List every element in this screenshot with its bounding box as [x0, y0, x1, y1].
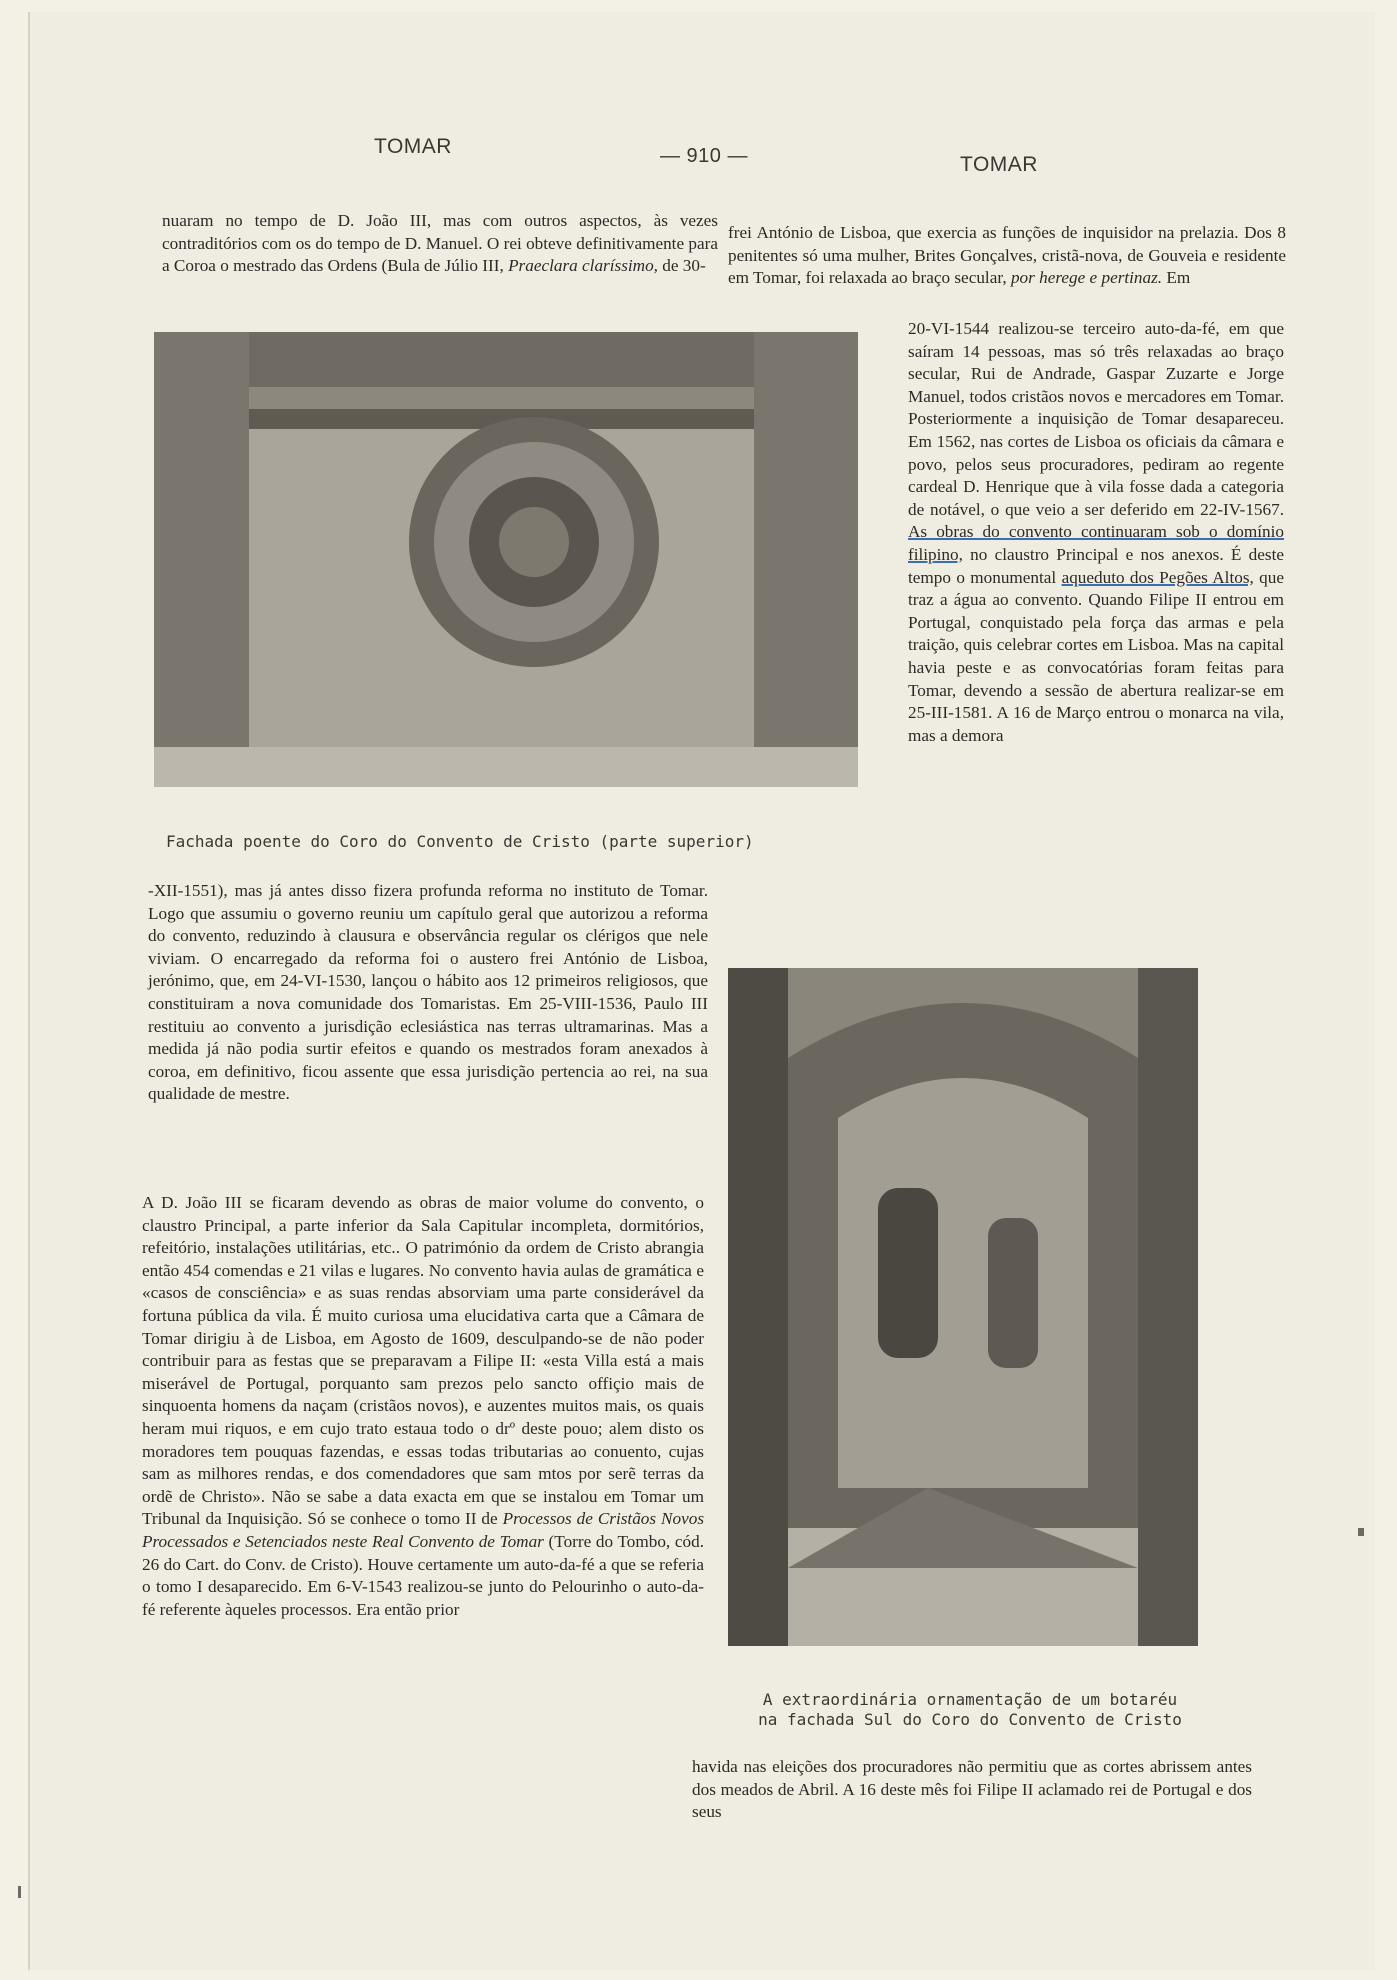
left-top-tail: de 30-	[662, 256, 706, 276]
photo-buttress	[728, 968, 1198, 1646]
right-top-paragraph	[728, 222, 1286, 290]
underlined-convento-filipino: As obras do convento continuaram sob o domínio filipino,	[908, 522, 1284, 564]
bottom-photo-caption-line-1: A extraordinária ornamentação de um botaréu	[762, 1690, 1178, 1709]
top-photo-caption: Fachada poente do Coro do Convento de Cristo (parte superior)	[166, 832, 754, 851]
header-left-title: TOMAR	[374, 135, 452, 158]
page-number: — 910 —	[660, 145, 748, 167]
photo-rose-window	[154, 332, 858, 787]
left-body-tail: (Torre do Tombo, cód. 26 do Cart. do Conv. de Cristo). Houve certamente um auto-da-fé a que se referia o tomo I desaparecido. Em 6-V-1543 realizou-se junto do Pelourinho o auto-da-fé referente àqueles processos. Era então prior	[142, 1531, 704, 1619]
right-top-text: frei António de Lisboa, que exercia as funções de inquisidor na prelazia. Dos 8 penitentes só uma mulher, Brites Gonçalves, cristã-nova, de Gouveia e residente em Tomar, foi relaxada ao braço secular,	[728, 223, 1286, 288]
right-top-tail: Em	[1166, 268, 1191, 288]
right-side-text-2: no claustro Principal e nos anexos. É deste tempo o monumental	[908, 544, 1284, 587]
left-body-text-1: -XII-1551), mas já antes disso fizera profunda reforma no instituto de Tomar. Logo que assumiu o governo reuniu um capítulo geral que autorizou a reforma do convento, reduzindo à clausura e observância regular os clérigos que nele viviam. O encarregado da reforma foi o austero frei António de Lisboa, jerónimo, que, em 24-VI-1530, lançou o hábito aos 12 primeiros religiosos, que constituiram a nova comunidade dos Tomaristas. Em 25-VIII-1536, Paulo III restituiu ao convento a jurisdição eclesiástica nas terras ultramarinas. Mas a medida já não podia surtir efeitos e quando os mestrados foram anexados à coroa, em definitivo, ficou assente que essa jurisdição pertencia ao rei, na sua qualidade de mestre.	[148, 881, 708, 1104]
right-side-paragraph	[908, 318, 1284, 747]
right-side-text-1: 20-VI-1544 realizou-se terceiro auto-da-fé, em que saíram 14 pessoas, mas só três relaxadas ao braço secular, Rui de Andrade, Gaspar Zuzarte e Jorge Manuel, todos cristãos novos e mercadores em Tomar. Posteriormente a inquisição de Tomar desapareceu. Em 1562, nas cortes de Lisboa os oficiais da câmara e povo, pelos seus procuradores, pediram ao regente cardeal D. Henrique que à vila fosse dada a categoria de notável, o que veio a ser deferido em 22-IV-1567.	[908, 319, 1284, 519]
right-side-text-3: que traz a água ao convento. Quando Filipe II entrou em Portugal, conquistado pela força das armas e pela traição, quis celebrar cortes em Lisboa. Mas na capital havia peste e as convocatórias foram feitas para Tomar, devendo a sessão de abertura realizar-se em 25-III-1581. A 16 de Março entrou o monarca na vila, mas a demora	[908, 567, 1284, 745]
left-body-italic: Processos de Cristãos Novos Processados e Setenciados neste Real Convento de Tomar	[142, 1509, 705, 1551]
scan-mark-right	[1358, 1528, 1364, 1536]
right-bottom-paragraph	[692, 1756, 1252, 1824]
scan-mark-bottom-left	[18, 1886, 21, 1898]
bottom-photo-caption-line-2: na fachada Sul do Coro do Convento de Cristo	[758, 1710, 1182, 1729]
document-page	[28, 12, 1375, 1970]
underlined-aqueduto: aqueduto dos Pegões Altos,	[1061, 567, 1254, 587]
left-top-paragraph	[162, 210, 718, 278]
right-top-italic: por herege e pertinaz.	[1010, 268, 1163, 288]
right-bottom-text: havida nas eleições dos procuradores não permitiu que as cortes abrissem antes dos meados de Abril. A 16 deste mês foi Filipe II aclamado rei de Portugal e dos seus	[692, 1757, 1252, 1822]
left-top-text: nuaram no tempo de D. João III, mas com outros aspectos, às vezes contraditórios com os do tempo de D. Manuel. O rei obteve definitivamente para a Coroa o mestrado das Ordens (Bula de Júlio III,	[162, 211, 718, 276]
left-body-paragraph-2	[142, 1192, 704, 1621]
left-body-paragraph-1	[148, 880, 708, 1106]
header-right-title: TOMAR	[960, 153, 1038, 176]
left-top-italic: Praeclara claríssimo,	[508, 256, 658, 276]
left-body-text-2: A D. João III se ficaram devendo as obras de maior volume do convento, o claustro Principal, a parte inferior da Sala Capitular incompleta, dormitórios, refeitório, instalações utilitárias, etc.. O património da ordem de Cristo abrangia então 454 comendas e 21 vilas e lugares. No convento havia aulas de gramática e «casos de consciência» e as suas rendas absorviam uma parte considerável da fortuna pública da vila. É muito curiosa uma elucidativa carta que a Câmara de Tomar dirigiu à de Lisboa, em Agosto de 1609, desculpando-se de não poder contribuir para as festas que se preparavam a Filipe II: «esta Villa está a mais miserável de Portugal, porquanto sam prezos pelo sancto offiçio mais de sinquoenta homens da naçam (cristãos novos), e auzentes muitos mais, os quais heram mui riquos, e em cujo trato estaua todo o drº deste pouo; alem disto os moradores tem pouquas fazendas, e essas todas tributarias ao conuento, cujas sam as milhores rendas, e dos comendadores que sam mtos por serẽ terras da ordẽ de Christo». Não se sabe a data exacta em que se instalou em Tomar um Tribunal da Inquisição. Só se conhece o tomo II de	[142, 1193, 704, 1529]
